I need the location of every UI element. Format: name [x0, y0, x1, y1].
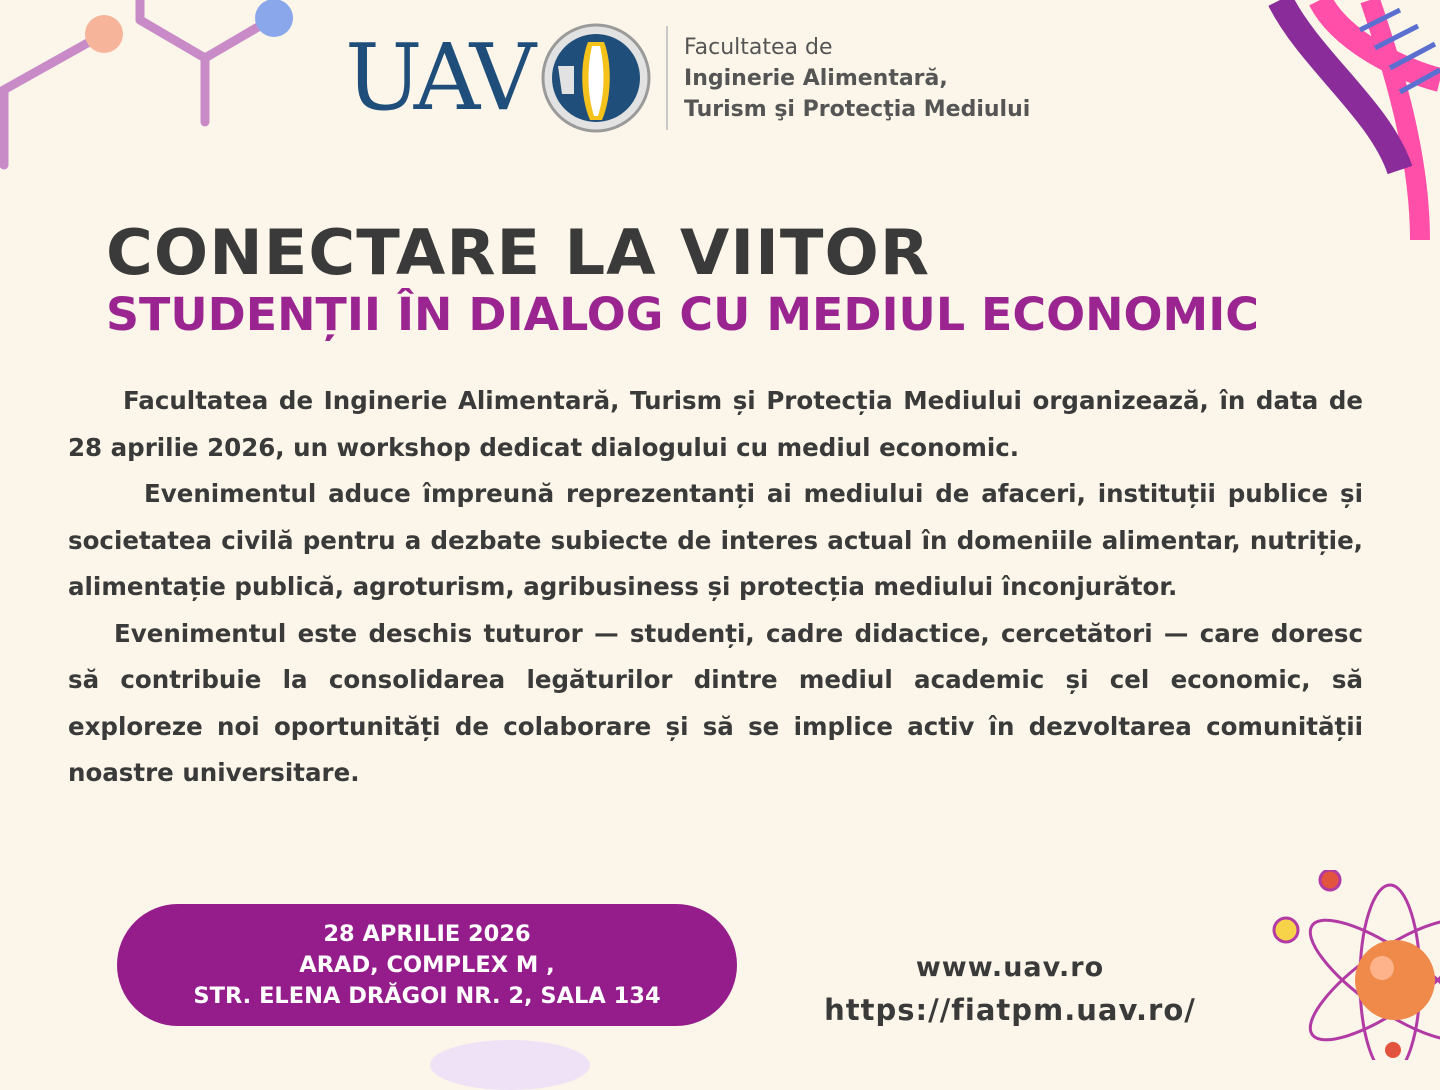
faculty-website-link[interactable]: https://fiatpm.uav.ro/	[824, 993, 1196, 1027]
molecule-icon	[0, 0, 300, 170]
uav-website-link[interactable]: www.uav.ro	[915, 952, 1105, 983]
event-location: ARAD, COMPLEX M ,	[299, 951, 555, 978]
decorative-blob	[430, 1040, 590, 1090]
description-paragraph-2: Evenimentul aduce împreună reprezentanți ai mediului de afaceri, instituții publice și societatea civilă pentru a dezbate subiecte de interes actual în domeniile alimentar, nutriție, alimentație publică, agroturism, agribusiness și protecția mediului înconjurător.	[68, 479, 1363, 601]
university-seal-icon	[540, 22, 652, 134]
page-subtitle: STUDENȚII ÎN DIALOG CU MEDIUL ECONOMIC	[106, 288, 1259, 341]
links	[790, 948, 1230, 1032]
atom-icon	[1270, 870, 1440, 1060]
description-paragraph-3: Evenimentul este deschis tuturor — studenți, cadre didactice, cercetători — care doresc să contribuie la consolidarea legăturilor dintre mediul academic și cel economic, să exploreze noi oportunități de colaborare și să se implice activ în dezvoltarea comunității noastre universitare.	[68, 618, 1363, 787]
uav-logo-text: UAV	[345, 24, 531, 131]
faculty-name	[684, 32, 1030, 125]
faculty-name-line-3: Turism şi Protecţia Mediului	[684, 96, 1031, 122]
description-paragraph-1: Facultatea de Inginerie Alimentară, Turism și Protecția Mediului organizează, în data de 28 aprilie 2026, un workshop dedicat dialogului cu mediul economic.	[68, 386, 1363, 462]
page-title: CONECTARE LA VIITOR	[106, 216, 931, 289]
faculty-name-line-1: Facultatea de	[684, 34, 833, 60]
event-details-badge	[117, 904, 737, 1026]
event-address: STR. ELENA DRĂGOI NR. 2, SALA 134	[193, 982, 661, 1009]
logo-divider	[666, 26, 668, 130]
event-date: 28 APRILIE 2026	[323, 920, 531, 947]
event-description	[68, 378, 1363, 797]
header-logo	[345, 18, 1030, 138]
dna-helix-icon	[1250, 0, 1440, 240]
faculty-name-line-2: Inginerie Alimentară,	[684, 65, 948, 91]
